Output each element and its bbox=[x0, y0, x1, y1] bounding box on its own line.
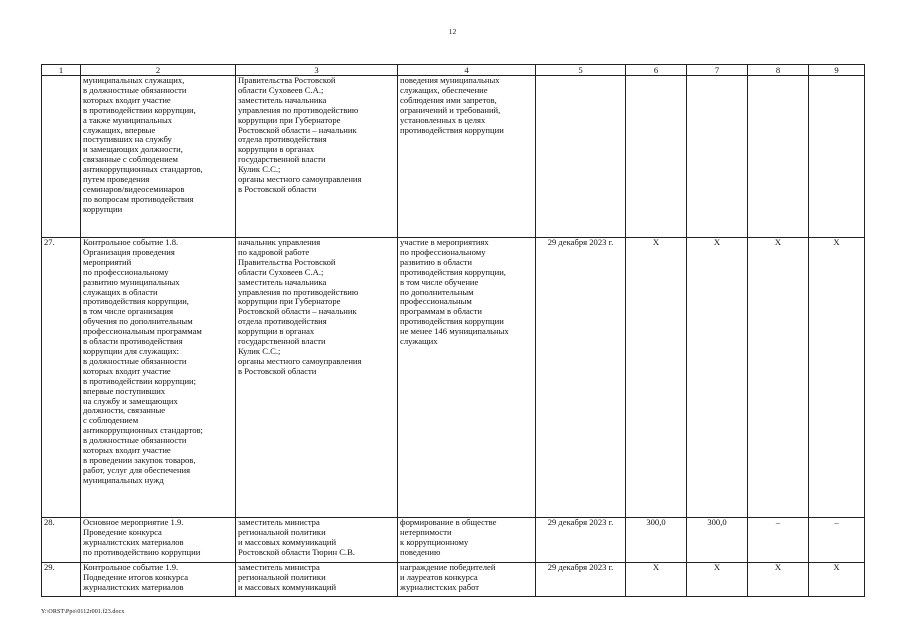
value-cell: X bbox=[809, 563, 865, 597]
value-cell: 300,0 bbox=[687, 518, 748, 563]
column-header: 8 bbox=[748, 65, 809, 76]
value-cell: X bbox=[809, 238, 865, 518]
value-cell: X bbox=[687, 238, 748, 518]
value-cell: – bbox=[748, 518, 809, 563]
value-cell: 300,0 bbox=[626, 518, 687, 563]
table-row bbox=[42, 76, 865, 238]
value-cell: X bbox=[687, 563, 748, 597]
value-cell bbox=[626, 76, 687, 238]
column-header: 7 bbox=[687, 65, 748, 76]
plan-table bbox=[41, 64, 865, 597]
value-cell: X bbox=[748, 563, 809, 597]
table-header-row bbox=[42, 65, 865, 76]
value-cell: X bbox=[626, 563, 687, 597]
value-cell bbox=[809, 76, 865, 238]
table-row bbox=[42, 518, 865, 563]
value-cell: – bbox=[809, 518, 865, 563]
column-header: 6 bbox=[626, 65, 687, 76]
row-number: 29. bbox=[42, 563, 81, 597]
deadline-cell: 29 декабря 2023 г. bbox=[536, 238, 626, 518]
result-cell: участие в мероприятиях по профессиональному развитию в области противодействия коррупции, в том числе обучение по дополнительным профессиональным программам в области противодействия коррупции не менее 146 муниципальных служащих bbox=[398, 238, 536, 518]
column-header: 5 bbox=[536, 65, 626, 76]
value-cell: X bbox=[626, 238, 687, 518]
deadline-cell: 29 декабря 2023 г. bbox=[536, 518, 626, 563]
executor-cell: начальник управления по кадровой работе Правительства Ростовской области Суховеев С.А.; заместитель начальника управления по противодействию коррупции при Губернаторе Ростовской области – начальник отдела противодействия коррупции в органах государственной власти Кулик С.С.; органы местного самоуправления в Ростовской области bbox=[236, 238, 398, 518]
executor-cell: Правительства Ростовской области Суховеев С.А.; заместитель начальника управления по противодействию коррупции при Губернаторе Ростовской области – начальник отдела противодействия коррупции в органах государственной власти Кулик С.С.; органы местного самоуправления в Ростовской области bbox=[236, 76, 398, 238]
table-row bbox=[42, 238, 865, 518]
page-number: 12 bbox=[448, 27, 457, 36]
deadline-cell bbox=[536, 76, 626, 238]
row-number: 28. bbox=[42, 518, 81, 563]
table-row bbox=[42, 563, 865, 597]
row-number bbox=[42, 76, 81, 238]
value-cell bbox=[687, 76, 748, 238]
result-cell: поведения муниципальных служащих, обеспечение соблюдения ими запретов, ограничений и требований, установленных в целях противодействия коррупции bbox=[398, 76, 536, 238]
result-cell: формирование в обществе нетерпимости к коррупционному поведению bbox=[398, 518, 536, 563]
deadline-cell: 29 декабря 2023 г. bbox=[536, 563, 626, 597]
event-cell: Контрольное событие 1.9. Подведение итогов конкурса журналистских материалов bbox=[81, 563, 236, 597]
row-number: 27. bbox=[42, 238, 81, 518]
file-path-footer: Y:\ORST\Ppo\0112r001.f23.docx bbox=[41, 609, 125, 615]
value-cell bbox=[748, 76, 809, 238]
executor-cell: заместитель министра региональной политики и массовых коммуникаций bbox=[236, 563, 398, 597]
column-header: 3 bbox=[236, 65, 398, 76]
event-cell: Основное мероприятие 1.9. Проведение конкурса журналистских материалов по противодействию коррупции bbox=[81, 518, 236, 563]
event-cell: Контрольное событие 1.8. Организация проведения мероприятий по профессиональному развитию муниципальных служащих в области противодействия коррупции, в том числе организация обучения по дополнительным профессиональным программам в области противодействия коррупции для служащих: в должностные обязанности которых входит участие в противодействии коррупции; впервые поступивших на службу и замещающих должности, связанные с соблюдением антикоррупционных стандартов; в должностные обязанности которых входит участие в проведении закупок товаров, работ, услуг для обеспечения муниципальных нужд bbox=[81, 238, 236, 518]
value-cell: X bbox=[748, 238, 809, 518]
column-header: 9 bbox=[809, 65, 865, 76]
executor-cell: заместитель министра региональной политики и массовых коммуникаций Ростовской области Тюрин С.В. bbox=[236, 518, 398, 563]
column-header: 1 bbox=[42, 65, 81, 76]
result-cell: награждение победителей и лауреатов конкурса журналистских работ bbox=[398, 563, 536, 597]
event-cell: муниципальных служащих, в должностные обязанности которых входит участие в противодействии коррупции, а также муниципальных служащих, впервые поступивших на службу и замещающих должности, связанные с соблюдением антикоррупционных стандартов, путем проведения семинаров/видеосеминаров по вопросам противодействия коррупции bbox=[81, 76, 236, 238]
column-header: 2 bbox=[81, 65, 236, 76]
column-header: 4 bbox=[398, 65, 536, 76]
